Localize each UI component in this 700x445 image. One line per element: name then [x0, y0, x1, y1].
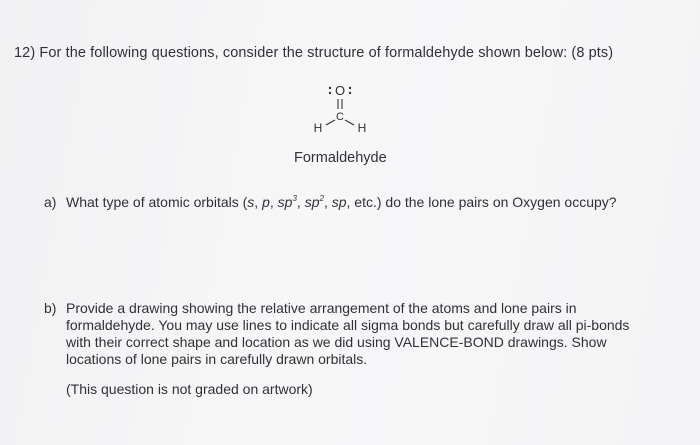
- question-number: 12): [14, 45, 36, 61]
- atom-oxygen: O: [334, 83, 346, 98]
- part-b-line: Provide a drawing showing the relative arrangement of the atoms and lone pairs in: [66, 300, 577, 316]
- lone-pair-dot: [329, 92, 331, 94]
- part-b-line: locations of lone pairs in carefully drawn orbitals.: [66, 351, 368, 367]
- single-bond-left: [326, 120, 335, 125]
- single-bond-right: [345, 120, 354, 125]
- part-b-line: formaldehyde. You may use lines to indicate all sigma bonds but carefully draw all pi-bonds: [66, 317, 630, 333]
- lone-pair-dot: [349, 87, 351, 89]
- part-a-text-after: , etc.) do the lone pairs on Oxygen occupy?: [346, 194, 617, 210]
- atom-hydrogen-right: H: [357, 121, 367, 135]
- part-b-marker: b): [44, 300, 57, 316]
- question-header: [14, 45, 613, 61]
- part-a: a) What type of atomic orbitals (s, p, $sp^3$, $sp^2$, sp, etc.) do the lone pairs on Oxygen occupy?: [44, 194, 617, 210]
- atom-hydrogen-left: H: [313, 121, 323, 135]
- structure-caption: Formaldehyde: [294, 150, 387, 166]
- grading-note: (This question is not graded on artwork): [66, 381, 313, 397]
- option-sp2: $sp^2$: [304, 194, 324, 210]
- formaldehyde-structure: [306, 82, 376, 144]
- option-sp: sp: [331, 194, 347, 210]
- part-b-body: [66, 300, 684, 368]
- part-a-marker: a): [44, 194, 57, 210]
- part-a-text-before: What type of atomic orbitals (: [66, 194, 248, 210]
- option-s: s: [247, 194, 255, 210]
- lone-pair-dot: [349, 92, 351, 94]
- option-sp3: $sp^3$: [277, 194, 297, 210]
- lone-pair-dot: [329, 87, 331, 89]
- part-b-line: with their correct shape and location as we did using VALENCE-BOND drawings. Show: [66, 334, 607, 350]
- atom-carbon: C: [336, 111, 344, 123]
- option-p: p: [262, 194, 270, 210]
- question-prompt: For the following questions, consider the structure of formaldehyde shown below: (8 pts): [39, 45, 614, 61]
- part-b: [44, 300, 684, 398]
